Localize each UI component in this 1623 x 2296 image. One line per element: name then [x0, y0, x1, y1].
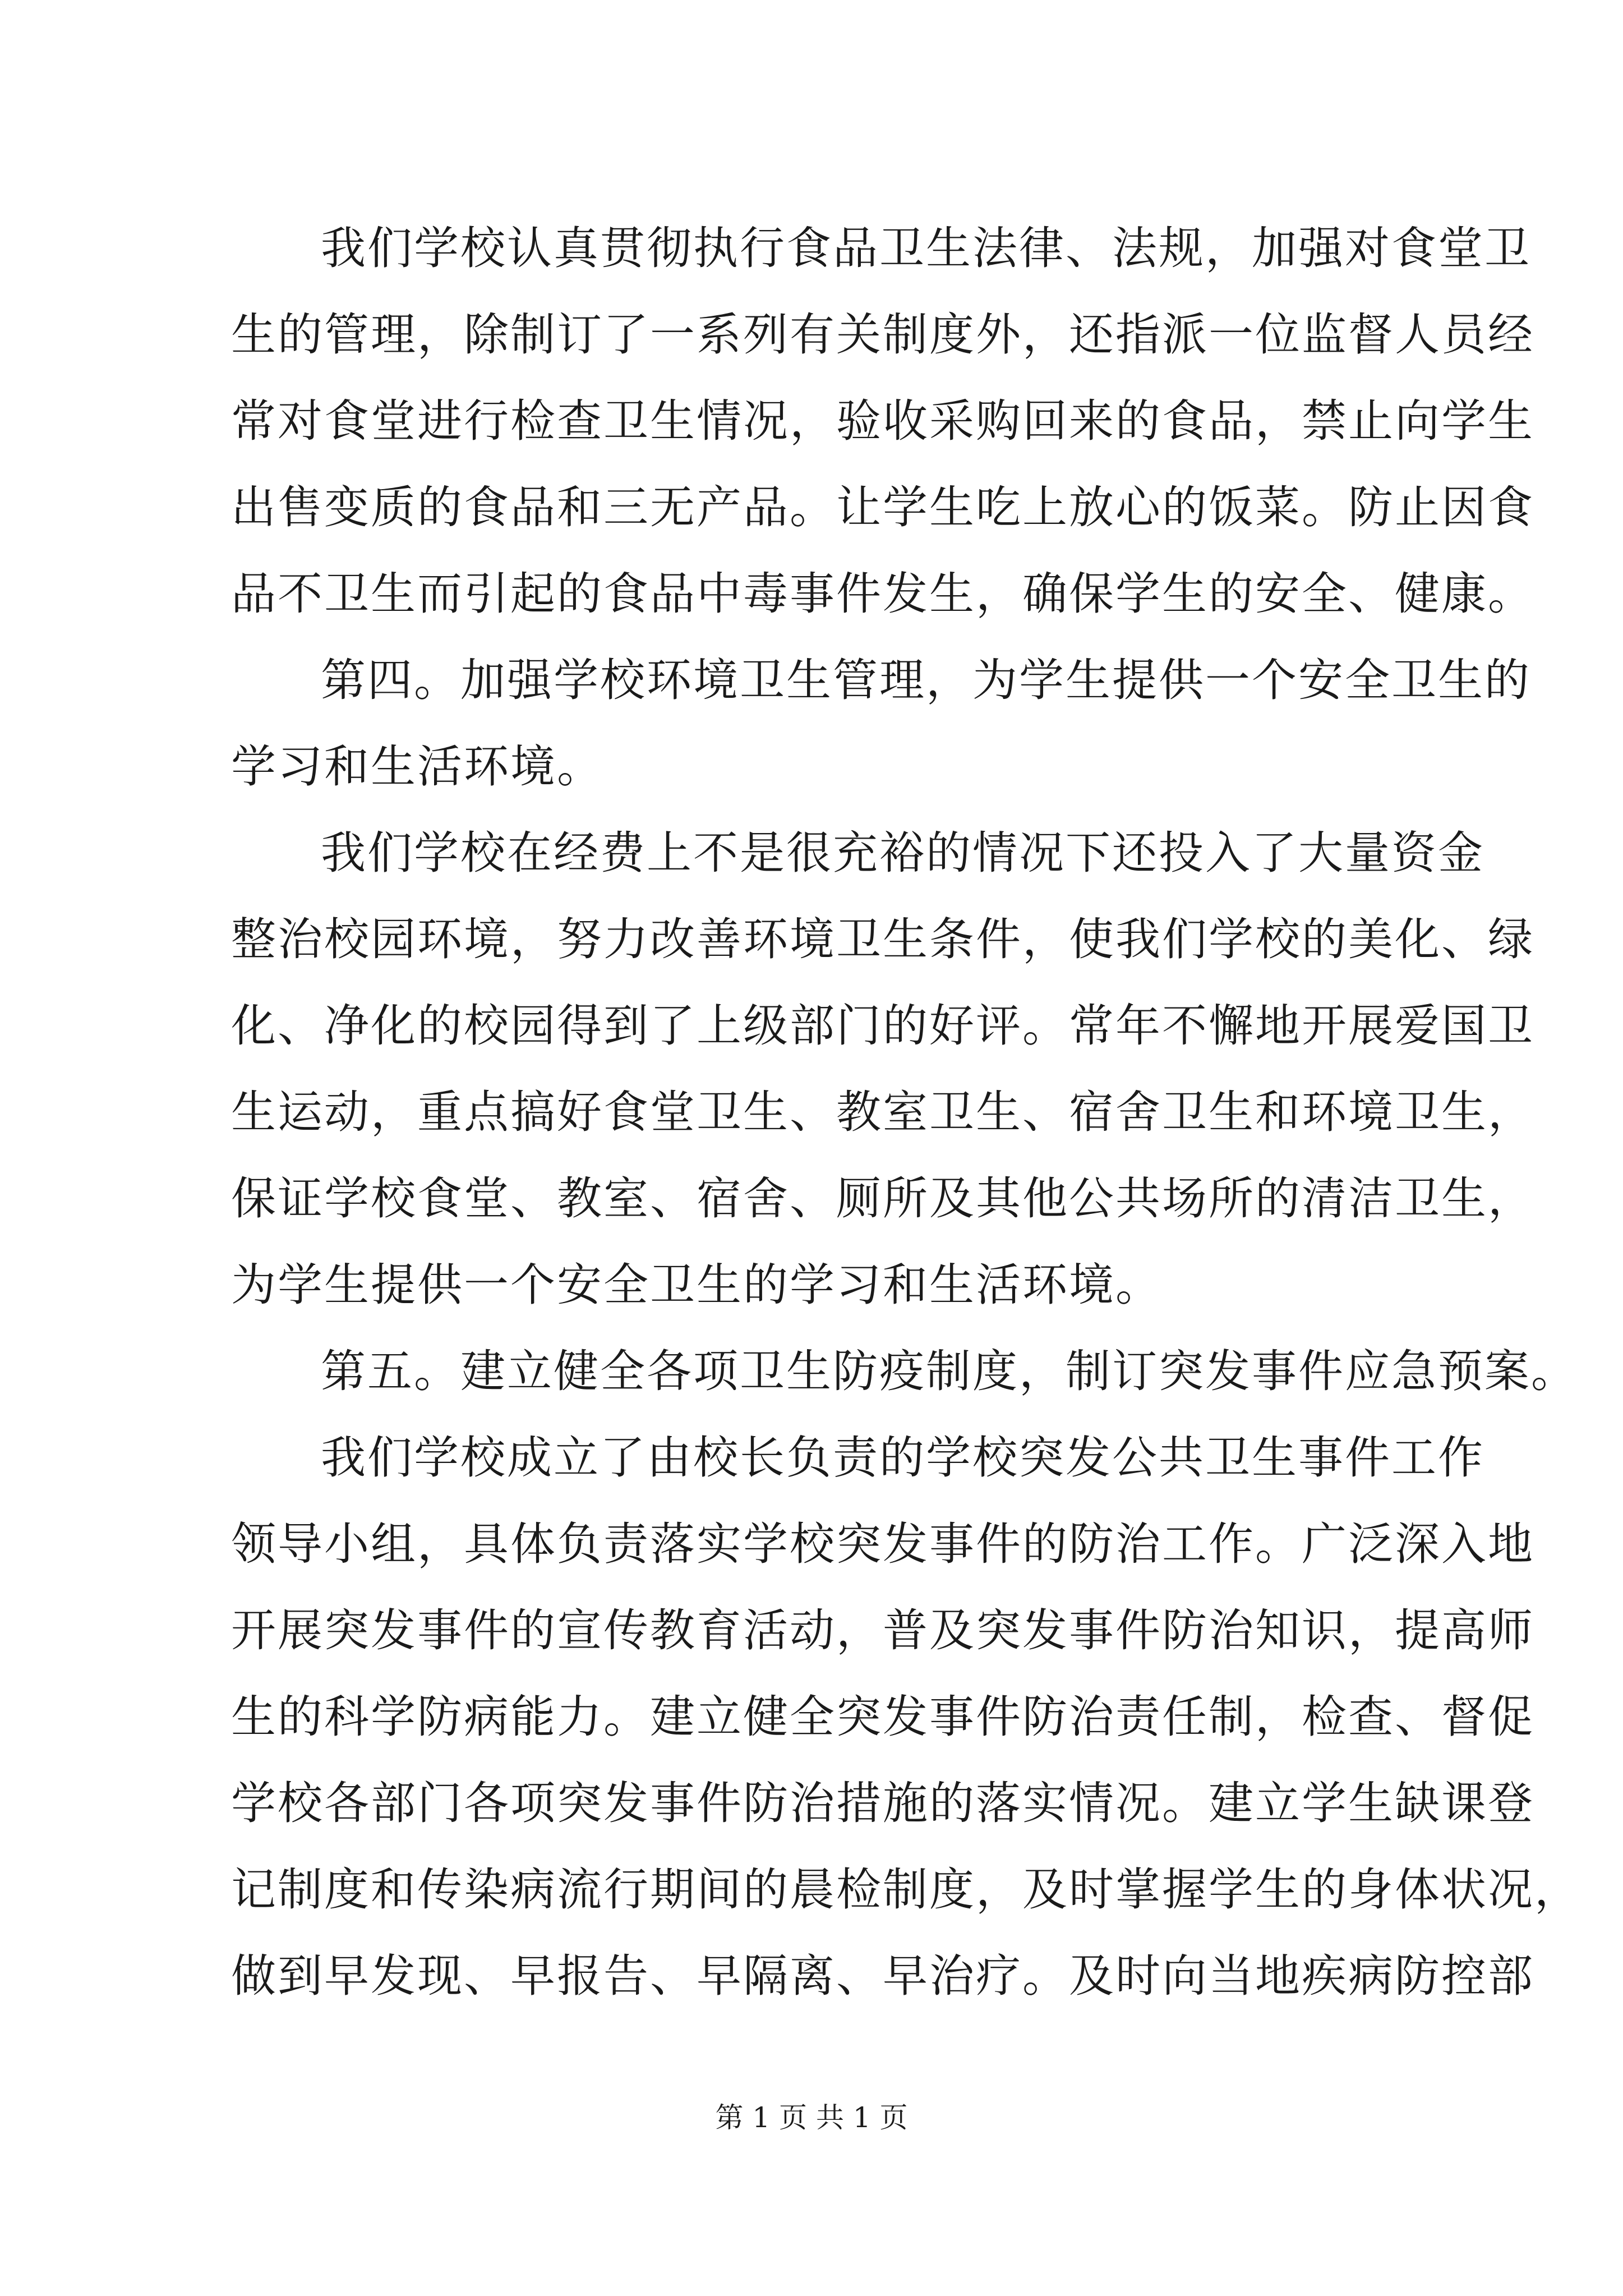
text-line: 整治校园环境，努力改善环境卫生条件，使我们学校的美化、绿 [231, 913, 1534, 965]
text-line: 常对食堂进行检查卫生情况，验收采购回来的食品，禁止向学生 [231, 395, 1534, 447]
document-body [231, 205, 1581, 2019]
text-line: 记制度和传染病流行期间的晨检制度，及时掌握学生的身体状况， [231, 1864, 1581, 1916]
text-line: 为学生提供一个安全卫生的学习和生活环境。 [231, 1259, 1162, 1311]
text-line: 生的科学防病能力。建立健全突发事件防治责任制，检查、督促 [231, 1691, 1534, 1743]
text-line: 出售变质的食品和三无产品。让学生吃上放心的饭菜。防止因食 [231, 481, 1534, 533]
page-number: 第 1 页 共 1 页 [715, 2101, 908, 2134]
text-line: 我们学校成立了由校长负责的学校突发公共卫生事件工作 [321, 1432, 1484, 1484]
text-line: 品不卫生而引起的食品中毒事件发生，确保学生的安全、健康。 [231, 568, 1534, 620]
text-line: 学习和生活环境。 [231, 740, 603, 793]
text-line: 开展突发事件的宣传教育活动，普及突发事件防治知识，提高师 [231, 1604, 1534, 1657]
text-line: 领导小组，具体负责落实学校突发事件的防治工作。广泛深入地 [231, 1518, 1534, 1570]
section-heading: 第四。加强学校环境卫生管理，为学生提供一个安全卫生的 [321, 654, 1531, 706]
text-line: 生运动，重点搞好食堂卫生、教室卫生、宿舍卫生和环境卫生， [231, 1086, 1534, 1138]
text-line: 生的管理，除制订了一系列有关制度外，还指派一位监督人员经 [231, 309, 1534, 361]
section-heading: 第五。建立健全各项卫生防疫制度，制订突发事件应急预案。 [321, 1345, 1578, 1397]
text-line: 我们学校在经费上不是很充裕的情况下还投入了大量资金 [321, 827, 1484, 879]
text-line: 我们学校认真贯彻执行食品卫生法律、法规，加强对食堂卫 [321, 222, 1531, 274]
text-line: 保证学校食堂、教室、宿舍、厕所及其他公共场所的清洁卫生， [231, 1172, 1534, 1225]
text-line: 化、净化的校园得到了上级部门的好评。常年不懈地开展爱国卫 [231, 1000, 1534, 1052]
text-line: 做到早发现、早报告、早隔离、早治疗。及时向当地疾病防控部 [231, 1950, 1534, 2002]
page-footer [0, 2098, 1623, 2137]
text-line: 学校各部门各项突发事件防治措施的落实情况。建立学生缺课登 [231, 1777, 1534, 1829]
